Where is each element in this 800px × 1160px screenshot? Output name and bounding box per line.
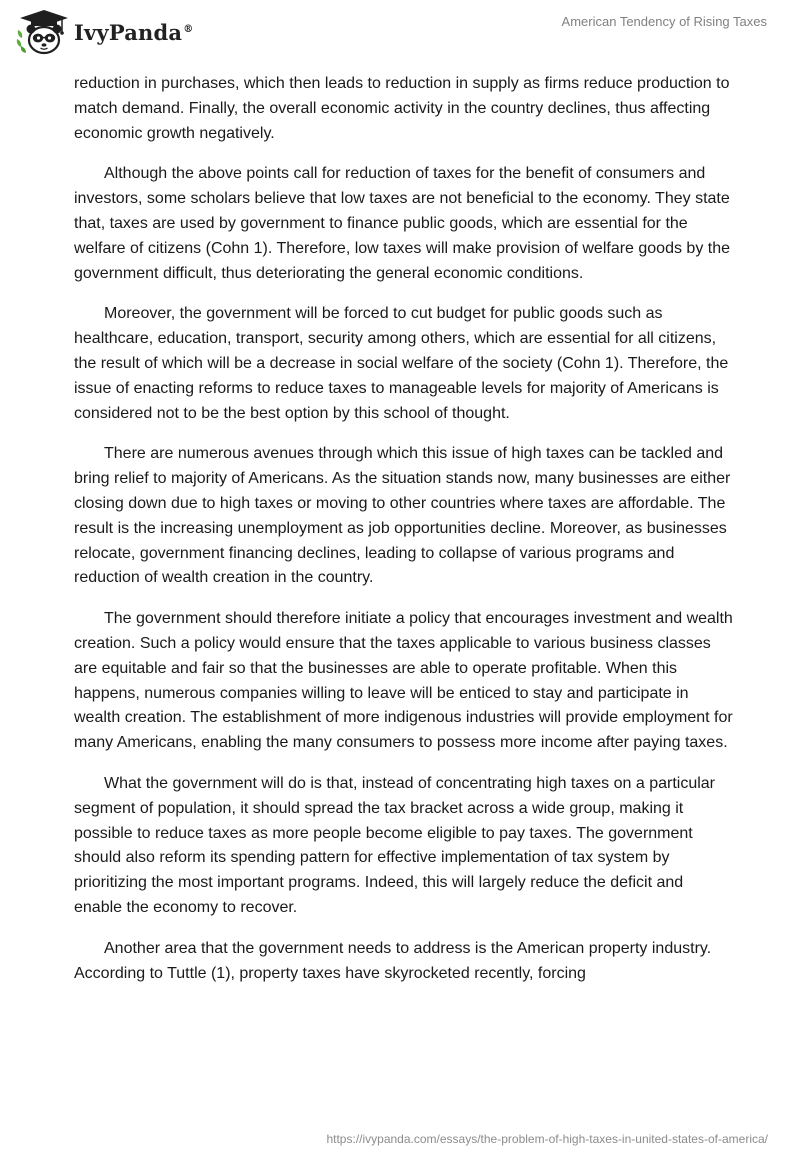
essay-body [74,72,734,1002]
ivypanda-logo[interactable] [14,8,193,56]
paragraph: There are numerous avenues through which this issue of high taxes can be tackled and bring relief to majority of Americans. As the situation stands now, many businesses are either closing down due to high taxes or moving to other countries where taxes are affordable. The result is the increasing unemployment as job opportunities decline. Moreover, as businesses relocate, government financing declines, leading to collapse of various programs and reduction of wealth creation in the country. [74,445,731,587]
source-url[interactable]: https://ivypanda.com/essays/the-problem-of-high-taxes-in-united-states-of-america/ [326,1132,768,1146]
brand-name-text: IvyPanda [74,19,183,45]
paragraph: reduction in purchases, which then leads to reduction in supply as firms reduce production to match demand. Finally, the overall economic activity in the country declines, thus affecting economic growth negatively. [74,75,730,142]
registered-mark: ® [183,23,194,35]
paragraph: Moreover, the government will be forced to cut budget for public goods such as healthcare, education, transport, security among others, which are essential for all citizens, the result of which will be a decrease in social welfare of the society (Cohn 1). Therefore, the issue of enacting reforms to reduce taxes to manageable levels for majority of Americans is considered not to be the best option by this school of thought. [74,305,729,422]
panda-graduate-icon [14,8,68,56]
document-title: American Tendency of Rising Taxes [561,14,767,29]
paragraph: What the government will do is that, instead of concentrating high taxes on a particular segment of population, it should spread the tax bracket across a wide group, making it possible to reduce taxes as more people become eligible to pay taxes. The government should also reform its spending pattern for effective implementation of tax system by prioritizing the most important programs. Indeed, this will largely reduce the deficit and enable the economy to recover. [74,774,716,916]
page-header [0,0,800,70]
paragraph: The government should therefore initiate a policy that encourages investment and wealth creation. Such a policy would ensure that the taxes applicable to various business classes are equitable and fair so that the businesses are able to operate profitable. When this happens, numerous companies willing to leave will be enticed to stay and participate in wealth creation. The establishment of more indigenous industries will provide employment for many Americans, enabling the many consumers to possess more income after paying taxes. [74,610,733,752]
paragraph: Although the above points call for reduction of taxes for the benefit of consumers and investors, some scholars believe that low taxes are not beneficial to the economy. They state that, taxes are used by government to finance public goods, which are essential for the welfare of citizens (Cohn 1). Therefore, low taxes will make provision of welfare goods by the government difficult, thus deteriorating the general economic conditions. [74,165,731,282]
paragraph: Another area that the government needs to address is the American property industry. According to Tuttle (1), property taxes have skyrocketed recently, forcing [74,939,712,982]
brand-name [74,20,193,45]
